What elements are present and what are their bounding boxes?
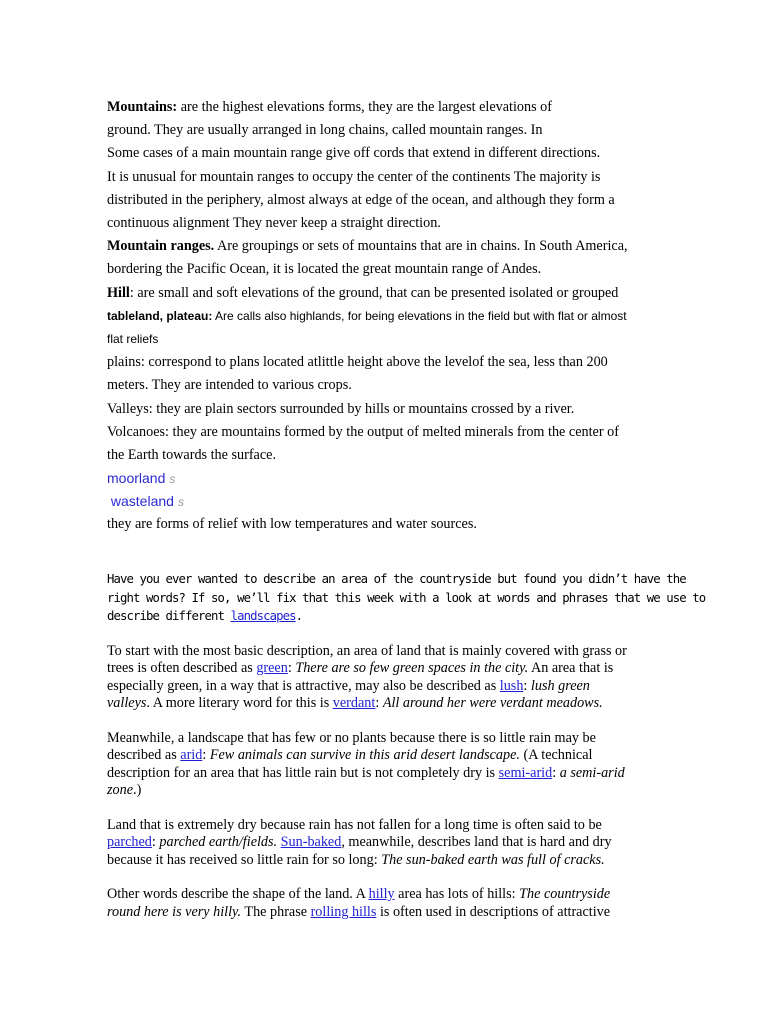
landscapes-article	[107, 570, 706, 938]
closing-line: they are forms of relief with low temperatures and water sources.	[107, 516, 477, 533]
lush-link[interactable]: lush	[499, 677, 524, 694]
document-page	[107, 96, 706, 920]
relief-forms-section	[107, 96, 667, 536]
hill-line: Hill: are small and soft elevations of the ground, that can be presented isolated or grouped	[107, 284, 619, 301]
verdant-link[interactable]: verdant	[332, 695, 376, 711]
shape-paragraph: Other words describe the shape of the land. A hilly area has lots of hills: The countryside round here is very hilly. The phrase rolling hills is often used in descriptions of attractive	[107, 886, 611, 920]
mountains-line-3: Some cases of a main mountain range give off cords that extend in different directions.	[107, 145, 601, 162]
intro-paragraph: Have you ever wanted to describe an area of the countryside but found you didn’t have the right words? If so, we’ll fix that this week with a look at words and phrases that we use to describe different landscapes.	[107, 572, 706, 623]
landscapes-link[interactable]: landscapes	[230, 609, 296, 623]
green-paragraph: To start with the most basic description, an area of land that is mainly covered with grass or trees is often described as green: There are so few green spaces in the city. An area that is especially green, in a way that is attractive, may also be described as lush: lush green valleys. A more literary word for this is verdant: All around her were verdant meadows.	[107, 642, 627, 711]
parched-paragraph: Land that is extremely dry because rain has not fallen for a long time is often said to be parched: parched earth/fields. Sun-baked, meanwhile, describes land that is hard and dry because it has received so little rain for so long: The sun-baked earth was full of cracks.	[107, 816, 612, 868]
rolling-hills-link[interactable]: rolling hills	[310, 903, 377, 920]
wasteland-link[interactable]: wasteland s	[110, 493, 184, 510]
plains-line-2: meters. They are intended to various crops.	[107, 377, 352, 394]
hilly-link[interactable]: hilly	[368, 886, 395, 902]
tableland-line-2: flat reliefs	[107, 332, 159, 347]
ranges-line-2: bordering the Pacific Ocean, it is located the great mountain range of Andes.	[107, 261, 542, 278]
mountains-line-2: ground. They are usually arranged in long chains, called mountain ranges. In	[107, 122, 543, 139]
arid-paragraph: Meanwhile, a landscape that has few or no plants because there is so little rain may be described as arid: Few animals can survive in this arid desert landscape. (A technical description for an area that has little rain but is not completely dry is semi-arid: a semi-arid zone.)	[107, 729, 625, 798]
ranges-term: Mountain ranges.	[107, 238, 215, 255]
mountains-line-1: Mountains: are the highest elevations forms, they are the largest elevations of	[107, 99, 552, 115]
arid-link[interactable]: arid	[180, 747, 203, 763]
mountains-line-5: distributed in the periphery, almost always at edge of the ocean, and although they form a	[107, 191, 615, 208]
tableland-line-1: tableland, plateau: Are calls also highlands, for being elevations in the field but with flat or almost	[107, 308, 627, 323]
valleys-line: Valleys: they are plain sectors surrounded by hills or mountains crossed by a river.	[107, 400, 575, 417]
semi-arid-link[interactable]: semi-arid	[498, 764, 553, 781]
volcanoes-line-1: Volcanoes: they are mountains formed by the output of melted minerals from the center of	[107, 423, 619, 440]
ranges-line-1: Mountain ranges. Are groupings or sets of mountains that are in chains. In South America,	[107, 238, 628, 255]
mountains-line-6: continuous alignment They never keep a straight direction.	[107, 215, 441, 232]
mountains-line-4: It is unusual for mountain ranges to occupy the center of the continents The majority is	[107, 168, 601, 185]
volcanoes-line-2: the Earth towards the surface.	[107, 447, 276, 464]
sun-baked-link[interactable]: Sun-baked	[280, 834, 342, 850]
tableland-term: tableland, plateau:	[107, 308, 213, 323]
parched-link[interactable]: parched	[107, 834, 152, 850]
green-link[interactable]: green	[256, 660, 288, 676]
moorland-link[interactable]: moorland s	[107, 470, 176, 487]
mountains-term: Mountains:	[107, 99, 178, 115]
plains-line-1: plains: correspond to plans located atlittle height above the levelof the sea, less than 200	[107, 354, 608, 371]
hill-term: Hill	[107, 284, 130, 301]
